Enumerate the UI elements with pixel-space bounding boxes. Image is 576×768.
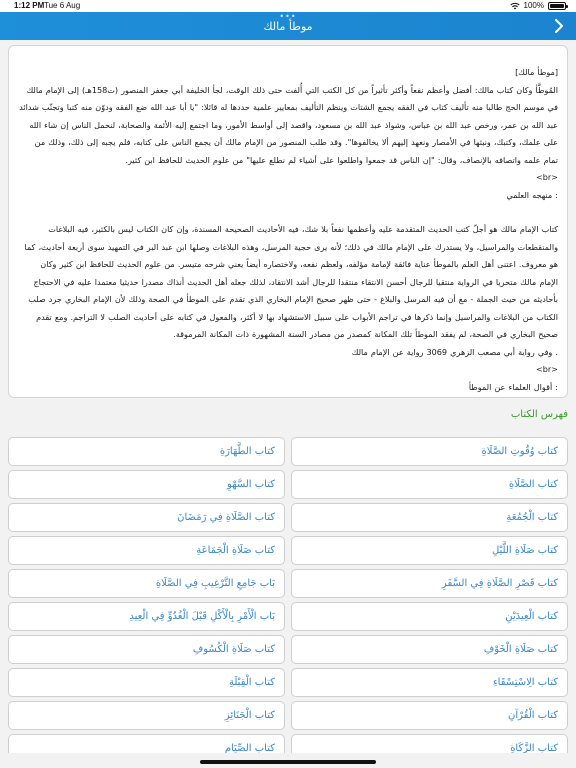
battery-percent: 100% xyxy=(523,1,544,10)
chapter-button[interactable]: كتاب صَلَاةِ الْخَوْفِ xyxy=(291,635,568,664)
chapter-button[interactable]: كتاب الْقُرْآنِ xyxy=(291,701,568,730)
intro-paragraph: [موطأ مالك] xyxy=(515,67,558,77)
intro-paragraph: كتاب الإمام مالك هو أجلّ كتب الحديث المتقدمة عليه وأعظمها نفعاً بلا شك، فيه الأحاديث الصحيحة المسندة، وإن كان الكتاب ليس بالكثير، فيه البلاغات والمنقطعات والمراسيل، ولا يستدرك على الإمام مالك في ذلك؛ لأنه يرى حجية المرسل، وهذه البلاغات وصلها ابن عبد البر في التمهيد سوى أربعة أحاديث، كما هو معروف. اعتنى أهل العلم بالموطأ عناية فائقة لإمامة مؤلفه، ولعظم نفعه، ولاختصاره أيضاً يعني شرحه متيسر. من علوم الحديث للحافظ ابن كثير وكان الإمام مالك متحريا في الرواية منتقيا للرجال أحسن الانتقاء منتقدا للرجال أشد الانتقاد، لذلك جعله أهل الحديث أنذاك مصدرا حديثيا معتمدا عليه في الاحتجاج بأحاديثه من حيث الجملة - مع أن فيه المرسل والبلاغ - حتى ظهر صحيح الإمام البخاري الذي تقدم على الموطأ في الصحة وذلك لأن الإمام البخاري جرد صلب الكتاب من البلاغات والمراسيل وإنما ذكرها في تراجم الأبواب على سبيل الاستشهاد بها لا أكثر، والمعول في كتابه على أحاديث الصلب لا التراجم. ومع تقدم صحيح البخاري في الصحة، لم يفقد الموطأ تلك المكانة كمصدر من مصادر السنة المشهورة ذات المكانة المرموقة. xyxy=(24,224,558,339)
chevron-right-icon xyxy=(554,19,564,33)
nav-bar xyxy=(0,12,576,40)
chapter-button[interactable]: كتاب صَلَاةِ الْجَمَاعَةِ xyxy=(8,536,285,565)
chapter-button[interactable]: كتاب صَلَاةِ اللَّيْلِ xyxy=(291,536,568,565)
chapter-button[interactable]: كتاب الْعِيدَيْنِ xyxy=(291,602,568,631)
chapter-grid xyxy=(8,437,568,753)
intro-card[interactable] xyxy=(8,45,568,398)
back-button[interactable] xyxy=(550,17,568,35)
status-bar xyxy=(0,0,576,12)
multitask-dots[interactable]: ••• xyxy=(279,12,297,21)
intro-paragraph: . وفي رواية أبي مصعب الزهري 3069 رواية عن الإمام مالك xyxy=(351,346,558,357)
chapter-button[interactable]: كتاب الطَّهَارَةِ xyxy=(8,437,285,466)
intro-paragraph: المُوطَّأ وكان كتاب مالك: أفضل وأعظم نفعاً وأكثر تأثيراً من كل الكتب التي أُلفت حتى ذلك الوقت، لجأ الخليفة أبي جعفر المنصور (ت158هـ) إلى الإمام مالك في موسم الحج طالبا منه تأليف كتاب في الفقه يجمع الشتات وينظم التأليف بمعايير علمية حددها له قائلا: "يا أبا عبد الله ضع الفقه ودوّن منه كتبا وتجنّب شدائد عبد الله بن عمر، ورخص عبد الله بن عباس، وشواذ عبد الله بن مسعود، واقصد إلى أواسط الأمور، وما اجتمع إليه الأئمة والصحابة، لنحمل الناس إن شاء الله على علمك، وكتبك، ونبثها في الأمصار ونعهد إليهم ألا يخالفوها". وقد طلب المنصور من الإمام مالك أن يجمع الناس على كتابه، فلم يجبه إلى ذلك، وذلك من تمام علمه واتصافه بالإنصاف، وقال: "إن الناس قد جمعوا واطلعوا على أشياء لم نطلع عليها" من علوم الحديث للحافظ ابن كثير. xyxy=(19,84,558,165)
chapter-button[interactable]: كتاب صَلَاةِ الْكُسُوفِ xyxy=(8,635,285,664)
intro-paragraph: <br> xyxy=(535,172,558,182)
chapter-button[interactable]: كتاب الزَّكَاةِ xyxy=(291,734,568,753)
status-time: 1:12 PM xyxy=(14,1,45,10)
index-title: فهرس الكتاب xyxy=(510,409,568,420)
intro-paragraph: : منهجه العلمي xyxy=(506,189,558,200)
chapter-button[interactable]: كتاب قَصْرِ الصَّلَاةِ فِي السَّفَرِ xyxy=(291,569,568,598)
chapter-button[interactable]: كتاب السَّهْوِ xyxy=(8,470,285,499)
chapter-button[interactable]: بَاب جَامِعِ التَّرْغِيبِ فِي الصَّلَاةِ xyxy=(8,569,285,598)
chapter-button[interactable]: كتاب الصَّلَاةِ xyxy=(291,470,568,499)
page-title: موطأ مالك xyxy=(263,20,313,33)
chapter-button[interactable]: كتاب الْجَنَائِزِ xyxy=(8,701,285,730)
chapter-button[interactable]: بَاب الْأَمْرِ بِالْأَكْلِ قَبْلَ الْغُدُوِّ فِي الْعِيدِ xyxy=(8,602,285,631)
status-date: Tue 6 Aug xyxy=(44,1,81,10)
chapter-button[interactable]: كتاب الصِّيَامِ xyxy=(8,734,285,753)
battery-icon xyxy=(548,2,566,10)
intro-paragraph: <br> xyxy=(535,364,558,374)
chapter-button[interactable]: كتاب الصَّلَاةِ فِي رَمَضَانَ xyxy=(8,503,285,532)
wifi-icon xyxy=(510,2,520,10)
intro-paragraph: : أقوال العلماء عن الموطأ xyxy=(468,381,558,392)
chapter-button[interactable]: كتاب الْجُمُعَةِ xyxy=(291,503,568,532)
chapter-button[interactable]: كتاب الْقِبْلَةِ xyxy=(8,668,285,697)
chapter-button[interactable]: كتاب وُقُوتِ الصَّلَاةِ xyxy=(291,437,568,466)
home-indicator[interactable] xyxy=(200,760,376,764)
status-right xyxy=(510,1,566,10)
chapter-button[interactable]: كتاب الِاسْتِسْقَاءِ xyxy=(291,668,568,697)
